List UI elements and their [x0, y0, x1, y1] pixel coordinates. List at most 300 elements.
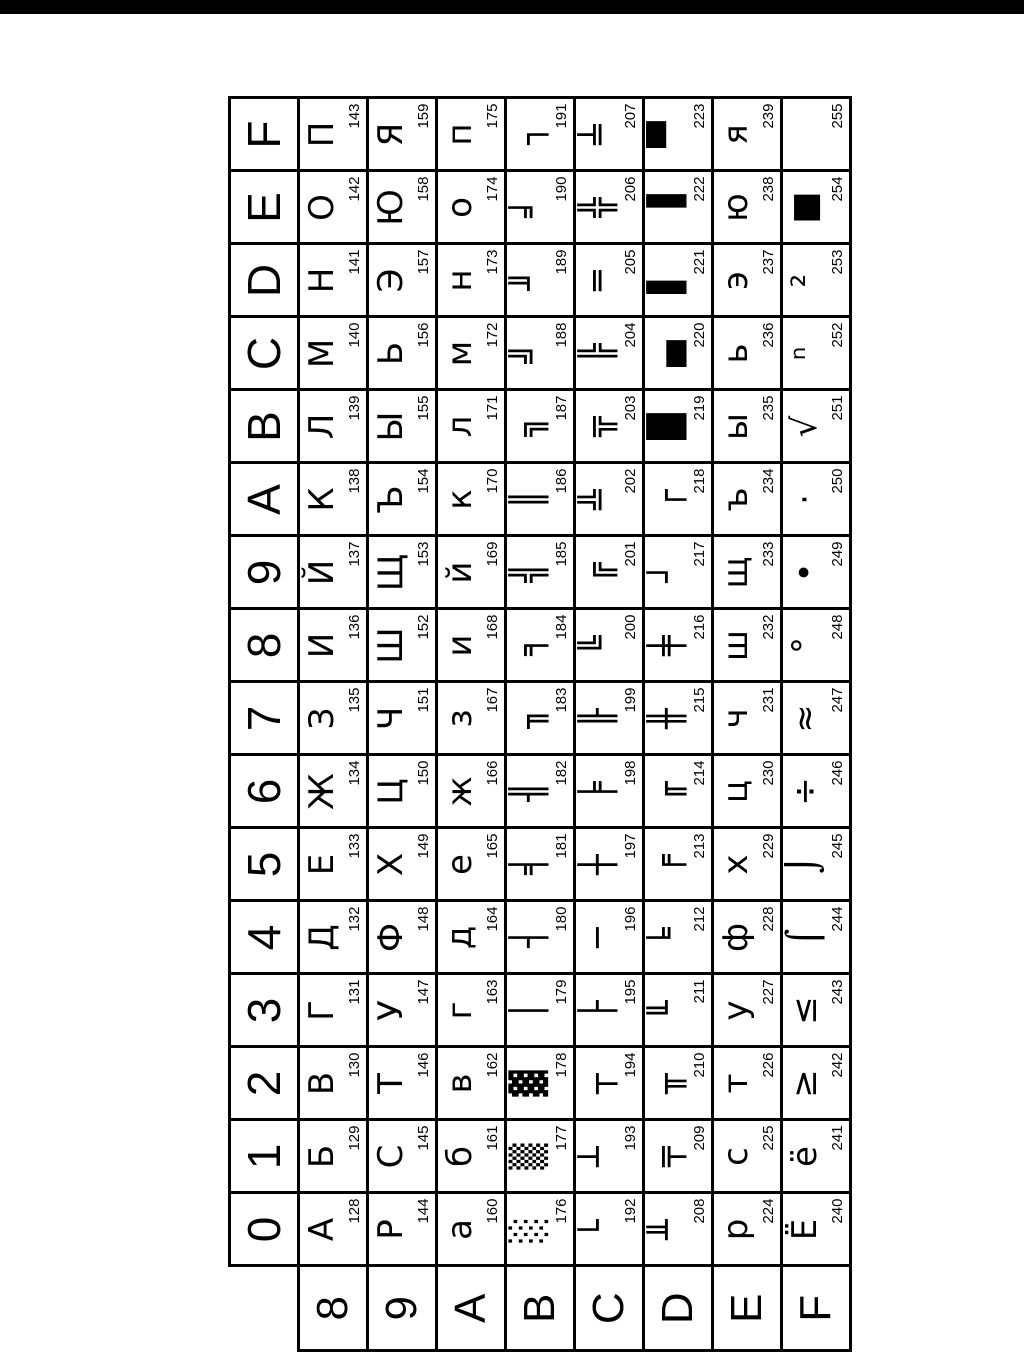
character-cell — [644, 1047, 713, 1120]
character-code: 226 — [760, 1052, 777, 1078]
character-glyph: л — [440, 415, 480, 438]
character-cell — [506, 171, 575, 244]
character-code: 184 — [553, 614, 570, 640]
character-glyph: ▓ — [509, 1070, 549, 1097]
character-code: 191 — [553, 103, 570, 129]
row-header-cell — [644, 1266, 713, 1351]
character-glyph: ╒ — [647, 854, 687, 875]
character-cell — [575, 536, 644, 609]
row-header-cell — [713, 1266, 782, 1351]
character-code: 200 — [622, 614, 639, 640]
character-cell — [782, 171, 851, 244]
column-header-cell — [230, 1120, 299, 1193]
character-cell — [575, 171, 644, 244]
character-code: 237 — [760, 249, 777, 275]
character-cell — [437, 1193, 506, 1266]
table-row — [437, 98, 506, 1351]
character-glyph: ┘ — [647, 562, 687, 583]
character-glyph: Б — [302, 1144, 342, 1169]
character-code: 131 — [346, 979, 363, 1005]
character-code: 186 — [553, 468, 570, 494]
character-glyph: ф — [716, 922, 756, 953]
character-cell — [437, 1120, 506, 1193]
character-cell — [368, 755, 437, 828]
column-header-cell — [230, 609, 299, 682]
column-header-cell — [230, 317, 299, 390]
character-cell — [368, 536, 437, 609]
character-glyph: ╢ — [509, 781, 549, 802]
character-glyph: ╗ — [509, 416, 549, 437]
character-glyph: н — [440, 269, 480, 292]
character-code: 236 — [760, 322, 777, 348]
character-glyph: Л — [302, 413, 342, 440]
character-code: 251 — [829, 395, 846, 421]
character-code: 219 — [691, 395, 708, 421]
character-code: 174 — [484, 176, 501, 202]
character-code: 172 — [484, 322, 501, 348]
character-code: 198 — [622, 760, 639, 786]
character-cell — [437, 974, 506, 1047]
character-code: 250 — [829, 468, 846, 494]
character-code: 202 — [622, 468, 639, 494]
character-glyph: ё — [785, 1146, 825, 1167]
character-cell — [299, 98, 368, 171]
character-code: 135 — [346, 687, 363, 713]
character-cell — [644, 536, 713, 609]
character-glyph: ┤ — [509, 927, 549, 948]
character-glyph: ┴ — [578, 1146, 618, 1167]
character-glyph: р — [716, 1218, 756, 1241]
character-code: 222 — [691, 176, 708, 202]
character-cell — [437, 828, 506, 901]
row-header-cell — [437, 1266, 506, 1351]
character-cell — [782, 755, 851, 828]
column-header: 2 — [238, 1070, 290, 1097]
character-cell — [368, 974, 437, 1047]
character-cell — [299, 901, 368, 974]
column-header-cell — [230, 682, 299, 755]
table-row — [644, 98, 713, 1351]
character-code: 137 — [346, 541, 363, 567]
character-glyph: ╠ — [578, 343, 618, 364]
column-header: 4 — [238, 924, 290, 951]
column-header: C — [238, 336, 290, 371]
character-cell — [437, 755, 506, 828]
character-cell — [713, 1193, 782, 1266]
character-glyph: Н — [302, 267, 342, 294]
character-cell — [782, 98, 851, 171]
character-cell — [506, 755, 575, 828]
character-glyph: ╤ — [647, 1146, 687, 1167]
column-header: 7 — [238, 705, 290, 732]
character-code: 254 — [829, 176, 846, 202]
character-glyph: • — [785, 562, 825, 583]
character-cell — [713, 390, 782, 463]
character-code: 130 — [346, 1052, 363, 1078]
character-glyph: ┼ — [578, 854, 618, 875]
character-code: 136 — [346, 614, 363, 640]
column-header: 9 — [238, 559, 290, 586]
character-code: 128 — [346, 1198, 363, 1224]
character-glyph: ╜ — [509, 270, 549, 291]
character-glyph: Ю — [371, 189, 411, 226]
column-header: 3 — [238, 997, 290, 1024]
character-code: 210 — [691, 1052, 708, 1078]
character-cell — [299, 682, 368, 755]
character-glyph: ц — [716, 779, 756, 804]
character-code: 163 — [484, 979, 501, 1005]
character-code: 153 — [415, 541, 432, 567]
character-cell — [299, 536, 368, 609]
character-glyph: э — [716, 271, 756, 290]
character-code: 159 — [415, 103, 432, 129]
character-glyph: ▌ — [647, 267, 687, 294]
character-cell — [437, 536, 506, 609]
character-cell — [782, 1120, 851, 1193]
character-glyph: ж — [440, 776, 480, 807]
column-header-cell — [230, 901, 299, 974]
character-code: 140 — [346, 322, 363, 348]
character-glyph: Р — [371, 1219, 411, 1240]
character-glyph: П — [302, 121, 342, 148]
character-glyph: └ — [578, 1219, 618, 1240]
character-glyph: ⁿ — [785, 346, 825, 361]
character-glyph: ь — [716, 343, 756, 364]
character-glyph: ╧ — [578, 124, 618, 145]
character-code: 180 — [553, 906, 570, 932]
character-cell — [782, 536, 851, 609]
top-rule — [0, 0, 1024, 14]
character-cell — [299, 317, 368, 390]
character-code: 167 — [484, 687, 501, 713]
character-code: 178 — [553, 1052, 570, 1078]
character-glyph: ╥ — [647, 1073, 687, 1094]
character-glyph: Ш — [371, 627, 411, 664]
character-cell — [644, 609, 713, 682]
character-cell — [644, 98, 713, 171]
character-code: 215 — [691, 687, 708, 713]
character-glyph: Ж — [302, 773, 342, 810]
character-code: 214 — [691, 760, 708, 786]
character-code: 144 — [415, 1198, 432, 1224]
character-cell — [644, 171, 713, 244]
character-glyph: ╨ — [647, 1219, 687, 1240]
character-code: 179 — [553, 979, 570, 1005]
character-code: 253 — [829, 249, 846, 275]
character-cell — [368, 98, 437, 171]
character-cell — [644, 463, 713, 536]
character-code: 205 — [622, 249, 639, 275]
character-cell — [782, 1193, 851, 1266]
character-glyph: у — [716, 1000, 756, 1021]
character-cell — [575, 390, 644, 463]
character-glyph: ╩ — [578, 489, 618, 510]
column-header-cell — [230, 390, 299, 463]
character-glyph: ² — [785, 273, 825, 288]
table-row — [299, 98, 368, 1351]
character-glyph: ╘ — [647, 927, 687, 948]
character-code: 148 — [415, 906, 432, 932]
character-cell — [644, 317, 713, 390]
character-cell — [299, 609, 368, 682]
character-code: 248 — [829, 614, 846, 640]
character-code: 220 — [691, 322, 708, 348]
character-cell — [644, 390, 713, 463]
column-header: 6 — [238, 778, 290, 805]
character-glyph: Ч — [371, 706, 411, 731]
character-cell — [506, 390, 575, 463]
character-code: 228 — [760, 906, 777, 932]
character-glyph: з — [440, 709, 480, 728]
character-cell — [299, 1047, 368, 1120]
row-header: E — [722, 1293, 771, 1323]
character-code: 156 — [415, 322, 432, 348]
character-code: 199 — [622, 687, 639, 713]
character-cell — [506, 463, 575, 536]
character-code: 212 — [691, 906, 708, 932]
character-code: 218 — [691, 468, 708, 494]
character-glyph: Ё — [785, 1218, 825, 1241]
character-glyph: Ц — [371, 778, 411, 805]
column-header-cell — [230, 974, 299, 1047]
character-code: 177 — [553, 1125, 570, 1151]
character-glyph: с — [716, 1147, 756, 1166]
character-code: 175 — [484, 103, 501, 129]
character-code: 129 — [346, 1125, 363, 1151]
character-code: 193 — [622, 1125, 639, 1151]
character-glyph: Х — [371, 852, 411, 877]
character-code: 207 — [622, 103, 639, 129]
column-header: 8 — [238, 632, 290, 659]
character-code: 201 — [622, 541, 639, 567]
character-code: 154 — [415, 468, 432, 494]
character-cell — [299, 974, 368, 1047]
character-code: 195 — [622, 979, 639, 1005]
character-cell — [506, 828, 575, 901]
character-cell — [713, 755, 782, 828]
character-glyph: ╕ — [509, 635, 549, 656]
character-cell — [437, 244, 506, 317]
character-glyph: У — [371, 1000, 411, 1021]
character-code: 232 — [760, 614, 777, 640]
character-glyph: Щ — [371, 553, 411, 592]
character-cell — [575, 901, 644, 974]
character-code: 197 — [622, 833, 639, 859]
character-glyph: З — [302, 707, 342, 730]
character-code: 176 — [553, 1198, 570, 1224]
character-glyph: ⌡ — [785, 855, 825, 874]
character-code: 230 — [760, 760, 777, 786]
character-glyph: ╝ — [509, 343, 549, 364]
character-glyph: м — [440, 340, 480, 367]
character-cell — [368, 244, 437, 317]
row-header: 9 — [377, 1296, 426, 1321]
character-glyph: М — [302, 338, 342, 369]
character-cell — [506, 901, 575, 974]
column-header: D — [238, 263, 290, 298]
character-code: 171 — [484, 395, 501, 421]
character-code: 162 — [484, 1052, 501, 1078]
character-cell — [506, 536, 575, 609]
character-cell — [506, 98, 575, 171]
character-glyph: ╙ — [647, 1000, 687, 1021]
character-cell — [713, 171, 782, 244]
character-cell — [506, 609, 575, 682]
character-cell — [368, 901, 437, 974]
character-code: 145 — [415, 1125, 432, 1151]
character-code: 164 — [484, 906, 501, 932]
character-code: 229 — [760, 833, 777, 859]
character-code: 149 — [415, 833, 432, 859]
character-glyph: ╫ — [647, 708, 687, 729]
character-glyph: д — [440, 925, 480, 950]
character-glyph: ═ — [578, 270, 618, 291]
row-header-cell — [782, 1266, 851, 1351]
character-code: 234 — [760, 468, 777, 494]
row-header-cell — [368, 1266, 437, 1351]
column-header-cell — [230, 1193, 299, 1266]
character-cell — [713, 98, 782, 171]
character-cell — [506, 1120, 575, 1193]
character-code: 170 — [484, 468, 501, 494]
character-cell — [713, 828, 782, 901]
table-row — [713, 98, 782, 1351]
character-glyph: ▒ — [509, 1143, 549, 1170]
character-glyph: щ — [716, 556, 756, 589]
character-cell — [782, 901, 851, 974]
character-glyph: я — [716, 124, 756, 145]
character-code: 227 — [760, 979, 777, 1005]
row-header-cell — [506, 1266, 575, 1351]
column-header-cell — [230, 1047, 299, 1120]
character-glyph: ╖ — [509, 708, 549, 729]
character-glyph: А — [302, 1217, 342, 1242]
character-glyph: й — [440, 561, 480, 584]
character-glyph: ░ — [509, 1216, 549, 1243]
character-table — [228, 97, 852, 1352]
character-code: 252 — [829, 322, 846, 348]
character-cell — [299, 171, 368, 244]
character-cell — [713, 536, 782, 609]
character-code: 155 — [415, 395, 432, 421]
character-code: 208 — [691, 1198, 708, 1224]
column-header: 1 — [238, 1143, 290, 1170]
character-glyph: ▐ — [647, 194, 687, 221]
character-code: 240 — [829, 1198, 846, 1224]
character-cell — [644, 755, 713, 828]
character-cell — [437, 98, 506, 171]
character-glyph: ° — [785, 637, 825, 654]
character-glyph: Ь — [371, 341, 411, 366]
row-header: 8 — [308, 1296, 357, 1321]
character-cell — [644, 682, 713, 755]
character-cell — [713, 317, 782, 390]
row-header: B — [515, 1293, 564, 1323]
character-glyph: Г — [302, 1000, 342, 1021]
column-header: F — [238, 120, 290, 149]
character-code: 189 — [553, 249, 570, 275]
character-code: 246 — [829, 760, 846, 786]
character-cell — [575, 755, 644, 828]
character-glyph: ≈ — [785, 704, 825, 733]
character-glyph: Ф — [371, 922, 411, 953]
character-glyph: Е — [302, 853, 342, 876]
character-code: 224 — [760, 1198, 777, 1224]
character-glyph: ╬ — [578, 197, 618, 218]
character-code: 166 — [484, 760, 501, 786]
row-header: C — [584, 1292, 633, 1325]
character-code: 206 — [622, 176, 639, 202]
character-glyph: √ — [785, 415, 825, 438]
column-header-cell — [230, 244, 299, 317]
character-code: 223 — [691, 103, 708, 129]
character-code: 146 — [415, 1052, 432, 1078]
character-code: 204 — [622, 322, 639, 348]
table-row — [575, 98, 644, 1351]
character-glyph: ш — [716, 629, 756, 662]
character-code: 255 — [829, 103, 846, 129]
character-code: 139 — [346, 395, 363, 421]
character-cell — [368, 390, 437, 463]
character-glyph: ÷ — [785, 777, 825, 806]
character-cell — [299, 244, 368, 317]
row-header: F — [791, 1294, 840, 1322]
character-code: 231 — [760, 687, 777, 713]
character-cell — [713, 974, 782, 1047]
character-glyph: е — [440, 854, 480, 875]
character-glyph: ╚ — [578, 635, 618, 656]
character-code: 160 — [484, 1198, 501, 1224]
character-cell — [575, 1193, 644, 1266]
character-glyph: · — [785, 494, 825, 505]
character-cell — [299, 1120, 368, 1193]
character-code: 194 — [622, 1052, 639, 1078]
character-code: 185 — [553, 541, 570, 567]
character-glyph: О — [302, 194, 342, 221]
character-cell — [713, 682, 782, 755]
character-cell — [575, 244, 644, 317]
character-cell — [575, 317, 644, 390]
character-glyph: ▀ — [647, 121, 687, 148]
character-code: 249 — [829, 541, 846, 567]
character-cell — [368, 609, 437, 682]
character-code: 190 — [553, 176, 570, 202]
character-glyph: п — [440, 123, 480, 146]
character-glyph: К — [302, 487, 342, 512]
character-cell — [437, 390, 506, 463]
character-glyph: ╡ — [509, 854, 549, 875]
character-code: 152 — [415, 614, 432, 640]
character-code: 213 — [691, 833, 708, 859]
table-row — [368, 98, 437, 1351]
character-cell — [299, 828, 368, 901]
character-cell — [368, 463, 437, 536]
character-code: 203 — [622, 395, 639, 421]
column-header-cell — [230, 828, 299, 901]
character-cell — [368, 1120, 437, 1193]
character-glyph: к — [440, 489, 480, 510]
character-cell — [437, 317, 506, 390]
character-cell — [575, 609, 644, 682]
character-cell — [782, 974, 851, 1047]
character-cell — [368, 171, 437, 244]
character-code: 241 — [829, 1125, 846, 1151]
character-cell — [299, 755, 368, 828]
character-cell — [782, 317, 851, 390]
character-cell — [575, 682, 644, 755]
character-code: 169 — [484, 541, 501, 567]
column-header: A — [238, 484, 290, 515]
